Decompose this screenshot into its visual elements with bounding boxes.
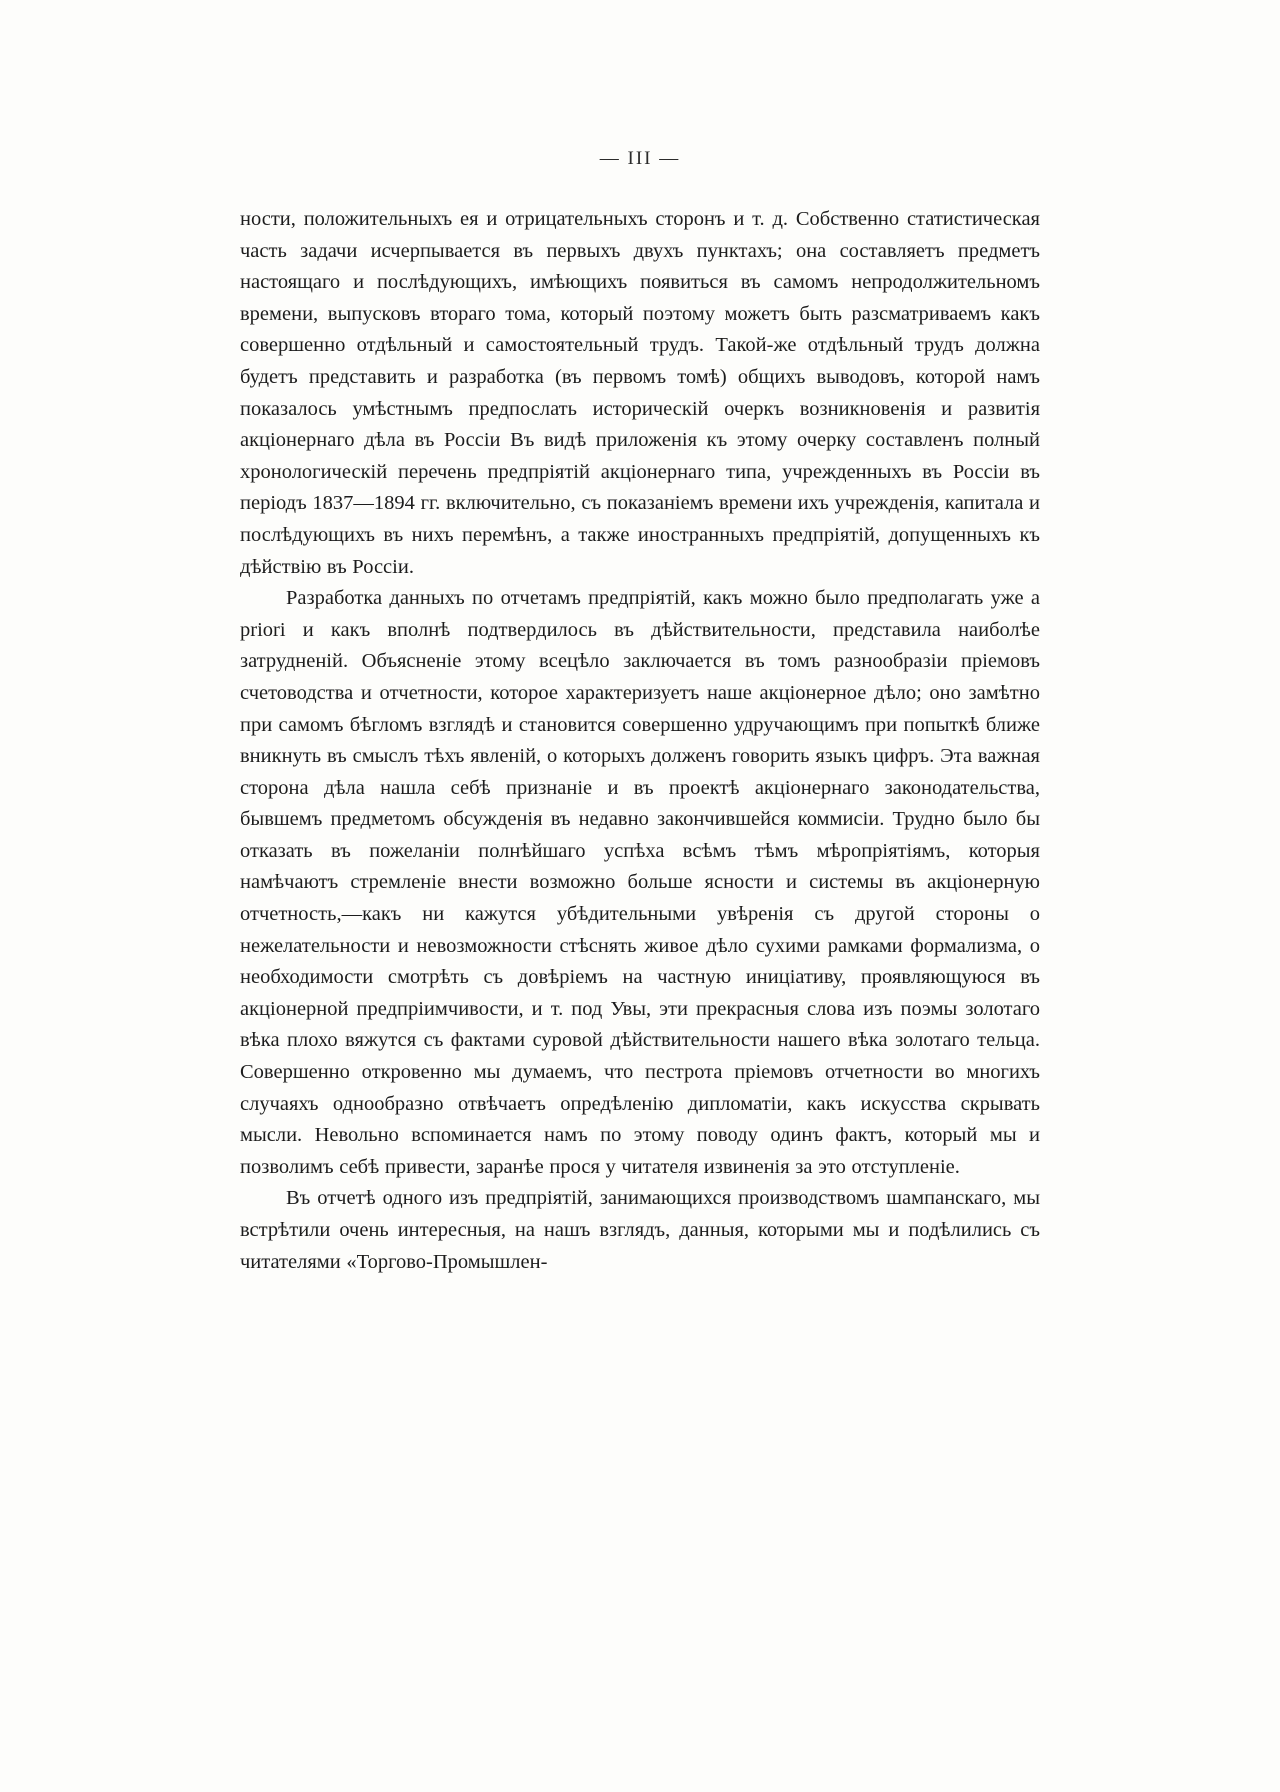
page-text-body — [240, 174, 1040, 1278]
paragraph-3: Въ отчетѣ одного изъ предпріятій, занимающихся производствомъ шампанскаго, мы встрѣтили очень интересныя, на нашъ взглядъ, данныя, которыми мы и подѣлились съ читателями «Торгово-Промышлен- — [240, 1187, 1040, 1273]
paragraph-2: Разработка данныхъ по отчетамъ предпріятій, какъ можно было предполагать уже a priori и какъ вполнѣ подтвердилось въ дѣйствительности, представила наиболѣе затрудненій. Объясненіе этому всецѣло заключается въ томъ разнообразіи пріемовъ счетоводства и отчетности, которое характеризуетъ наше акціонерное дѣло; оно замѣтно при самомъ бѣгломъ взглядѣ и становится совершенно удручающимъ при попыткѣ ближе вникнуть въ смыслъ тѣхъ явленій, о которыхъ долженъ говорить языкъ цифръ. Эта важная сторона дѣла нашла себѣ признаніе и въ проектѣ акціонернаго законодательства, бывшемъ предметомъ обсужденія въ недавно закончившейся коммисіи. Трудно было бы отказать въ пожеланіи полнѣйшаго успѣха всѣмъ тѣмъ мѣропріятіямъ, которыя намѣчаютъ стремленіе внести возможно больше ясности и системы въ акціонерную отчетность,—какъ ни кажутся убѣдительными увѣренія съ другой стороны о нежелательности и невозможности стѣснять живое дѣло сухими рамками формализма, о необходимости смотрѣть съ довѣріемъ на частную иниціативу, проявляющуюся въ акціонерной предпріимчивости, и т. под Увы, эти прекрасныя слова изъ поэмы золотаго вѣка плохо вяжутся съ фактами суровой дѣйствительности нашего вѣка золотаго тельца. Совершенно откровенно мы думаемъ, что пестрота пріемовъ отчетности во многихъ случаяхъ однообразно отвѣчаетъ опредѣленію дипломатіи, какъ искусства скрывать мысли. Невольно вспоминается намъ по этому поводу одинъ фактъ, который мы и позволимъ себѣ привести, заранѣе прося у читателя извиненія за это отступленіе. — [240, 587, 1040, 1178]
paragraph-1: ности, положительныхъ ея и отрицательныхъ сторонъ и т. д. Собственно статистическая часть задачи исчерпывается въ первыхъ двухъ пунктахъ; она составляетъ предметъ настоящаго и послѣдующихъ, имѣющихъ появиться въ самомъ непродолжительномъ времени, выпусковъ втораго тома, который поэтому можетъ быть разсматриваемъ какъ совершенно отдѣльный и самостоятельный трудъ. Такой-же отдѣльный трудъ должна будетъ представить и разработка (въ первомъ томѣ) общихъ выводовъ, которой намъ показалось умѣстнымъ предпослать историческій очеркъ возникновенія и развитія акціонернаго дѣла въ Россіи Въ видѣ приложенія къ этому очерку составленъ полный хронологическій перечень предпріятій акціонернаго типа, учрежденныхъ въ Россіи въ періодъ 1837—1894 гг. включительно, съ показаніемъ времени ихъ учрежденія, капитала и послѣдующихъ въ нихъ перемѣнъ, а также иностранныхъ предпріятій, допущенныхъ къ дѣйствію въ Россіи. — [240, 208, 1040, 578]
page-number: — III — — [599, 148, 681, 169]
